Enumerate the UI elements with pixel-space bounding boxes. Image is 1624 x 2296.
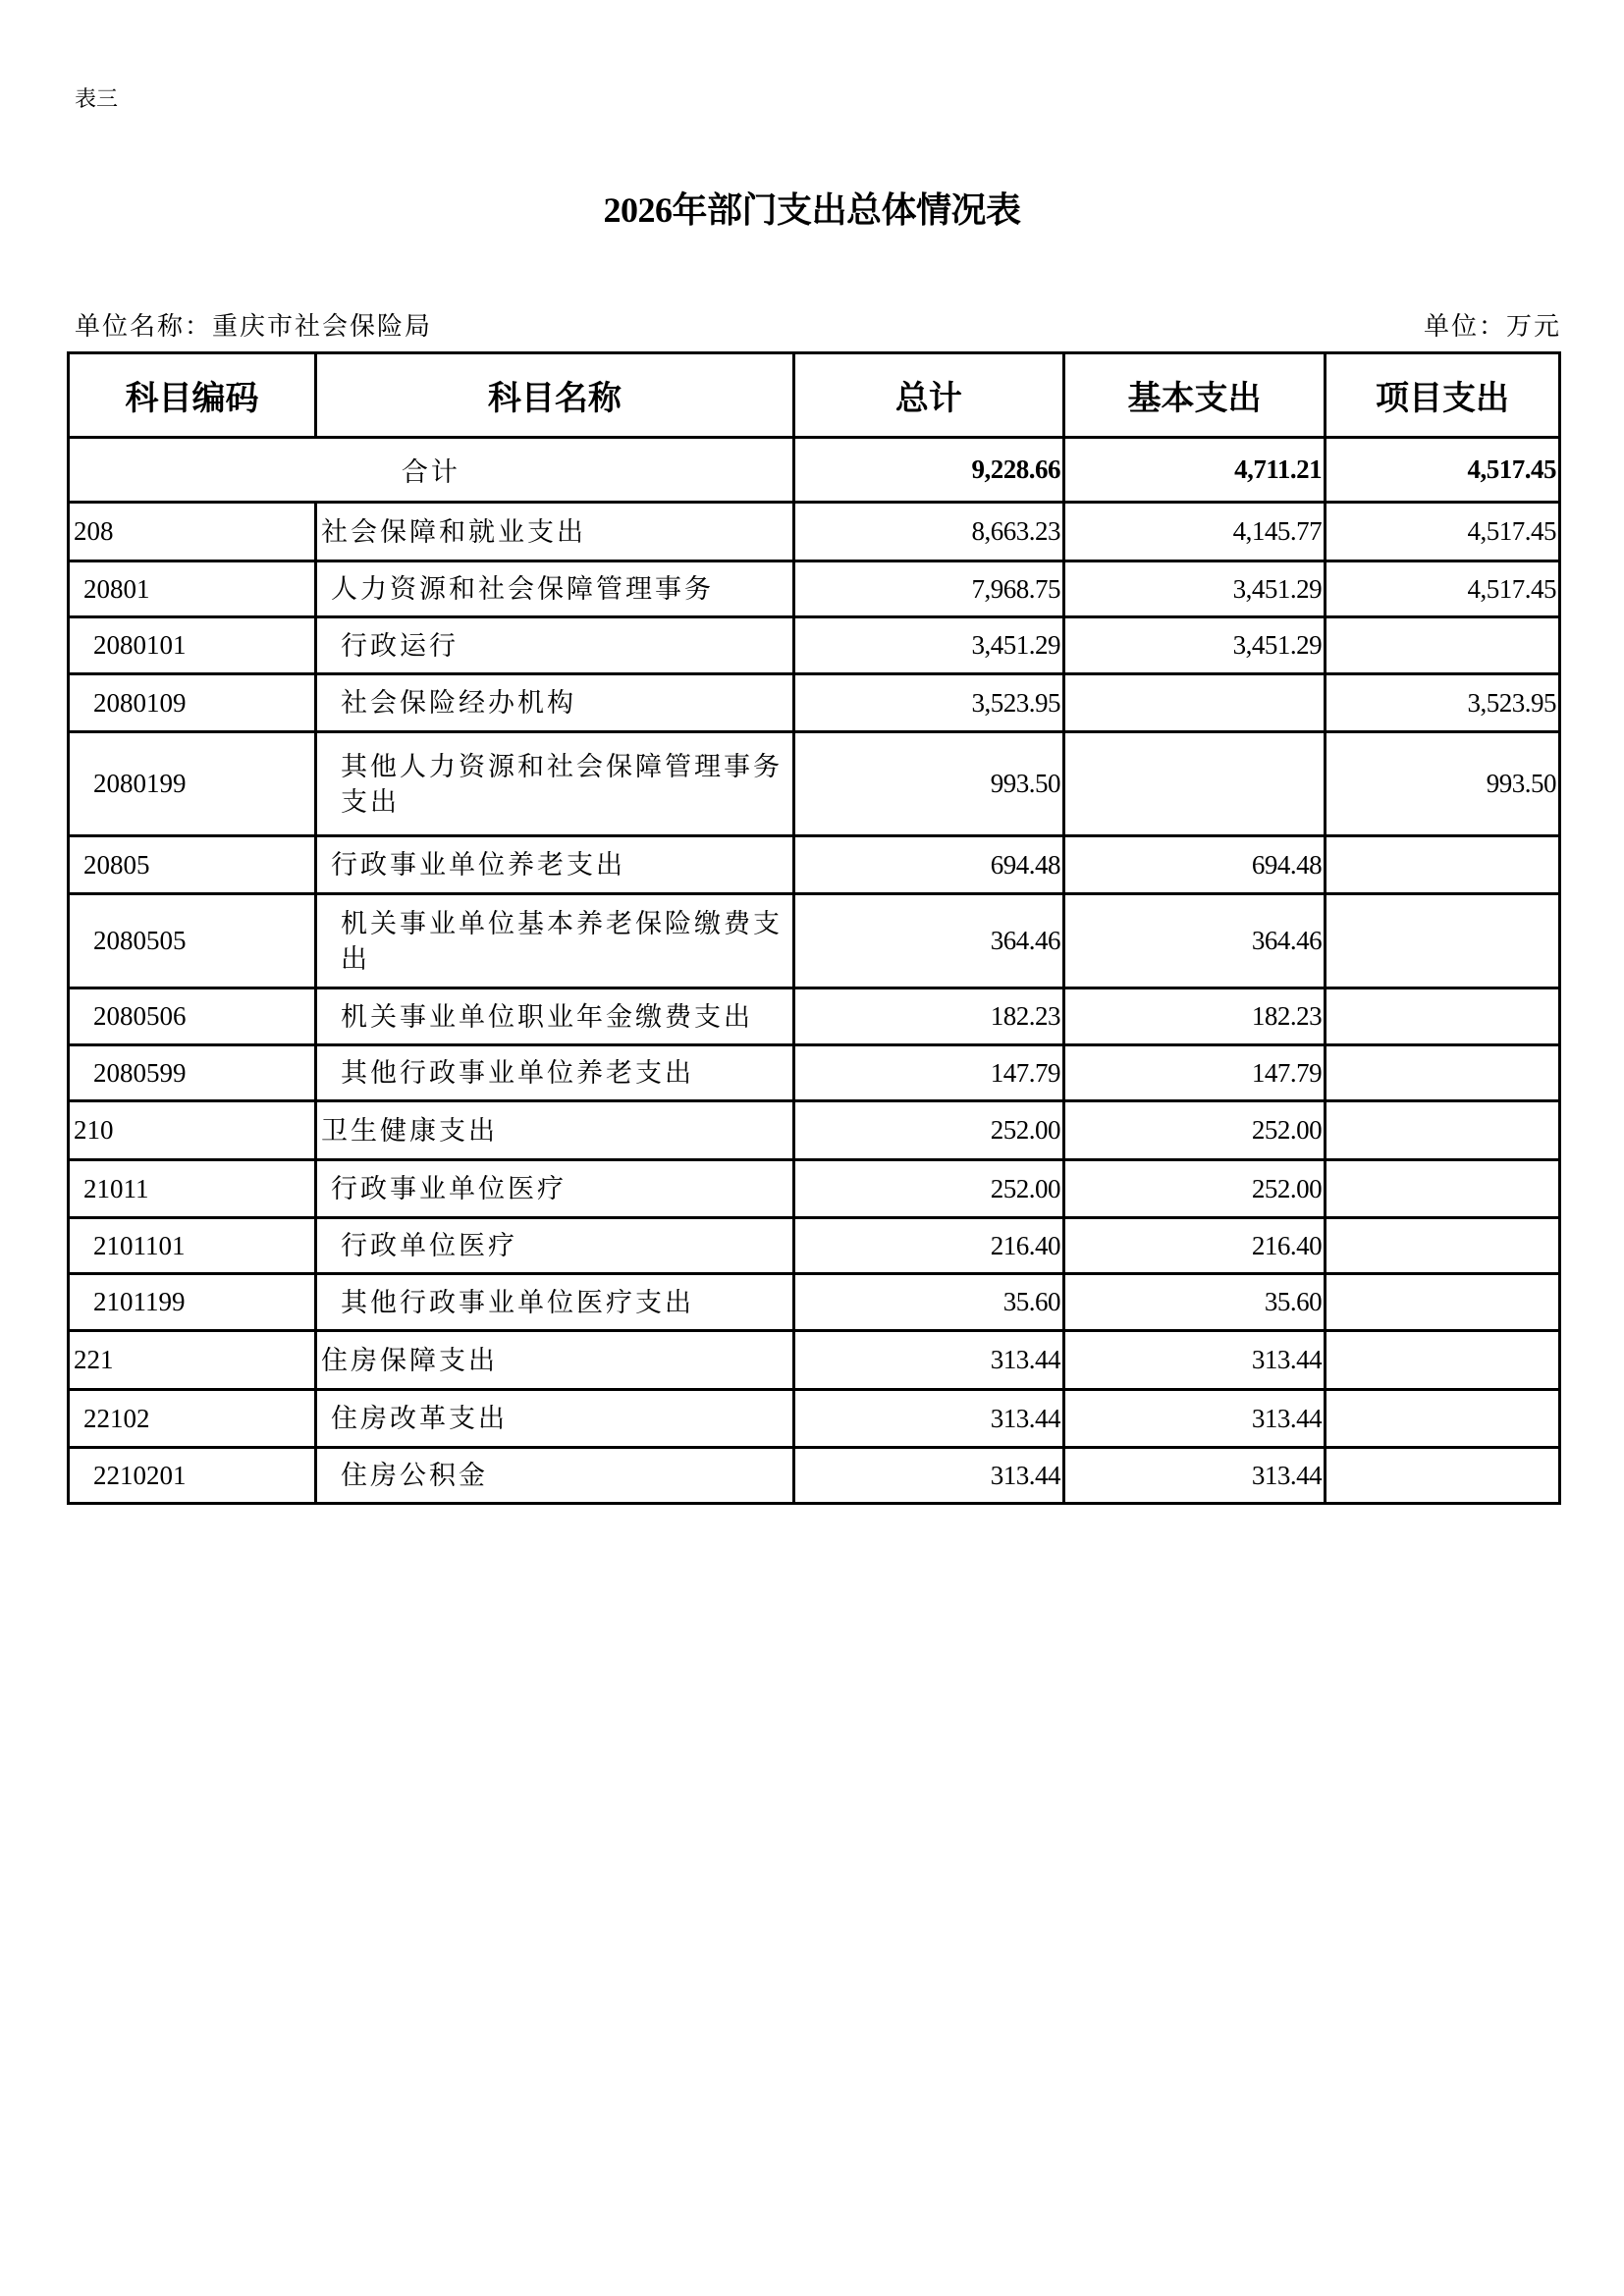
table-row	[69, 617, 1560, 674]
subject-code: 221	[69, 1331, 316, 1390]
table-row	[69, 503, 1560, 561]
subject-name: 住房改革支出	[315, 1390, 793, 1448]
unit-name-label: 单位名称：重庆市社会保险局	[75, 312, 433, 341]
header-subject-name: 科目名称	[315, 353, 793, 438]
expenditure-table	[67, 351, 1561, 1505]
subject-code: 2080506	[69, 988, 316, 1045]
basic-amount	[1064, 732, 1326, 836]
project-amount	[1326, 988, 1560, 1045]
project-amount	[1326, 1218, 1560, 1274]
table-row	[69, 894, 1560, 988]
subject-code: 208	[69, 503, 316, 561]
basic-amount: 182.23	[1064, 988, 1326, 1045]
subject-code: 2210201	[69, 1448, 316, 1504]
subject-code: 21011	[69, 1160, 316, 1218]
table-row	[69, 1045, 1560, 1101]
table-row	[69, 1390, 1560, 1448]
subject-name: 行政单位医疗	[315, 1218, 793, 1274]
page-title: 2026年部门支出总体情况表	[603, 190, 1021, 230]
table-row	[69, 1160, 1560, 1218]
table-row	[69, 836, 1560, 894]
basic-amount: 3,451.29	[1064, 561, 1326, 617]
subject-code: 2080101	[69, 617, 316, 674]
total-project: 4,517.45	[1326, 438, 1560, 503]
subject-code: 2080199	[69, 732, 316, 836]
subject-name: 住房公积金	[315, 1448, 793, 1504]
subject-name: 社会保障和就业支出	[315, 503, 793, 561]
basic-amount: 3,451.29	[1064, 617, 1326, 674]
header-basic-expenditure: 基本支出	[1064, 353, 1326, 438]
basic-amount: 364.46	[1064, 894, 1326, 988]
project-amount	[1326, 1045, 1560, 1101]
project-amount: 993.50	[1326, 732, 1560, 836]
subject-code: 2080505	[69, 894, 316, 988]
total-amount: 993.50	[793, 732, 1063, 836]
subject-name: 机关事业单位职业年金缴费支出	[315, 988, 793, 1045]
subject-code: 20801	[69, 561, 316, 617]
total-row	[69, 438, 1560, 503]
subject-code: 2101101	[69, 1218, 316, 1274]
project-amount	[1326, 894, 1560, 988]
project-amount	[1326, 1331, 1560, 1390]
currency-unit-label: 单位：万元	[1423, 312, 1561, 341]
total-amount: 3,451.29	[793, 617, 1063, 674]
total-amount: 182.23	[793, 988, 1063, 1045]
total-amount: 364.46	[793, 894, 1063, 988]
basic-amount: 694.48	[1064, 836, 1326, 894]
project-amount: 3,523.95	[1326, 674, 1560, 732]
total-amount: 147.79	[793, 1045, 1063, 1101]
project-amount: 4,517.45	[1326, 561, 1560, 617]
total-amount: 9,228.66	[793, 438, 1063, 503]
total-amount: 313.44	[793, 1448, 1063, 1504]
table-row	[69, 732, 1560, 836]
basic-amount: 216.40	[1064, 1218, 1326, 1274]
project-amount	[1326, 617, 1560, 674]
subject-name: 卫生健康支出	[315, 1101, 793, 1160]
total-amount: 313.44	[793, 1390, 1063, 1448]
subject-code: 2080599	[69, 1045, 316, 1101]
subject-name: 其他行政事业单位医疗支出	[315, 1274, 793, 1331]
subject-code: 20805	[69, 836, 316, 894]
table-row	[69, 1218, 1560, 1274]
project-amount	[1326, 836, 1560, 894]
header-project-expenditure: 项目支出	[1326, 353, 1560, 438]
table-row	[69, 1448, 1560, 1504]
project-amount	[1326, 1101, 1560, 1160]
subject-code: 22102	[69, 1390, 316, 1448]
subject-name: 行政事业单位养老支出	[315, 836, 793, 894]
subject-name: 机关事业单位基本养老保险缴费支出	[315, 894, 793, 988]
subject-name: 人力资源和社会保障管理事务	[315, 561, 793, 617]
total-amount: 216.40	[793, 1218, 1063, 1274]
basic-amount: 313.44	[1064, 1331, 1326, 1390]
project-amount	[1326, 1160, 1560, 1218]
total-amount: 3,523.95	[793, 674, 1063, 732]
basic-amount: 252.00	[1064, 1101, 1326, 1160]
total-amount: 694.48	[793, 836, 1063, 894]
project-amount: 4,517.45	[1326, 503, 1560, 561]
total-label: 合计	[69, 438, 794, 503]
subject-name: 社会保险经办机构	[315, 674, 793, 732]
subject-name: 其他人力资源和社会保障管理事务支出	[315, 732, 793, 836]
header-subject-code: 科目编码	[69, 353, 316, 438]
subject-code: 2080109	[69, 674, 316, 732]
basic-amount: 4,145.77	[1064, 503, 1326, 561]
total-amount: 252.00	[793, 1101, 1063, 1160]
project-amount	[1326, 1448, 1560, 1504]
table-row	[69, 1331, 1560, 1390]
total-amount: 252.00	[793, 1160, 1063, 1218]
header-total: 总计	[793, 353, 1063, 438]
subject-name: 行政事业单位医疗	[315, 1160, 793, 1218]
basic-amount: 313.44	[1064, 1448, 1326, 1504]
project-amount	[1326, 1274, 1560, 1331]
basic-amount: 313.44	[1064, 1390, 1326, 1448]
total-amount: 313.44	[793, 1331, 1063, 1390]
subject-code: 210	[69, 1101, 316, 1160]
subject-name: 行政运行	[315, 617, 793, 674]
table-row	[69, 1101, 1560, 1160]
subject-name: 住房保障支出	[315, 1331, 793, 1390]
subject-name: 其他行政事业单位养老支出	[315, 1045, 793, 1101]
table-row	[69, 561, 1560, 617]
total-amount: 8,663.23	[793, 503, 1063, 561]
basic-amount: 35.60	[1064, 1274, 1326, 1331]
table-row	[69, 674, 1560, 732]
project-amount	[1326, 1390, 1560, 1448]
table-header-row	[69, 353, 1560, 438]
table-row	[69, 988, 1560, 1045]
basic-amount: 252.00	[1064, 1160, 1326, 1218]
table-number-label: 表三	[75, 86, 119, 111]
basic-amount	[1064, 674, 1326, 732]
subject-code: 2101199	[69, 1274, 316, 1331]
table-row	[69, 1274, 1560, 1331]
total-basic: 4,711.21	[1064, 438, 1326, 503]
total-amount: 7,968.75	[793, 561, 1063, 617]
basic-amount: 147.79	[1064, 1045, 1326, 1101]
total-amount: 35.60	[793, 1274, 1063, 1331]
